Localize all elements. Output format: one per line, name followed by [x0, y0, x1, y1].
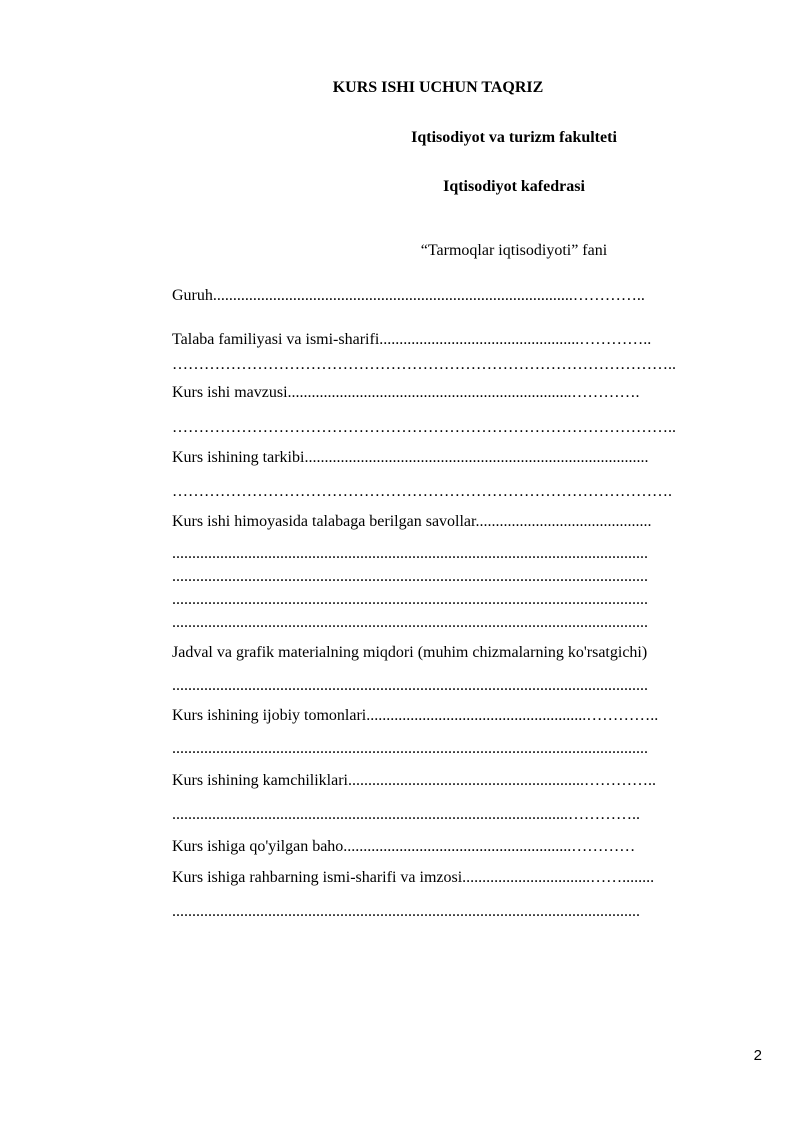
form-line-blank: .....................................................................................................................	[172, 903, 640, 920]
form-line-grade: Kurs ishiga qo'yilgan baho.........................................................…………	[172, 838, 636, 855]
subject-name: “Tarmoqlar iqtisodiyoti” fani	[420, 242, 608, 259]
form-line-blank: .......................................................................................................................	[172, 740, 648, 757]
form-line-blank: .......................................................................................................................	[172, 568, 648, 585]
form-line-topic: Kurs ishi mavzusi.......................................................................………….	[172, 384, 640, 401]
page-number: 2	[753, 1047, 762, 1064]
form-line-questions: Kurs ishi himoyasida talabaga berilgan savollar............................................	[172, 513, 652, 530]
form-line-strengths: Kurs ishining ijobiy tomonlari.......................................................…………..	[172, 707, 659, 724]
document-title: KURS ISHI UCHUN TAQRIZ	[332, 79, 544, 96]
form-line-group: Guruh..........................................................................................…………..	[172, 287, 645, 304]
faculty-name: Iqtisodiyot va turizm fakulteti	[411, 129, 617, 146]
form-line-blank: .......................................................................................................................	[172, 591, 648, 608]
form-line-blank: …………………………………………………………………………………..	[172, 356, 676, 373]
form-line-blank: …………………………………………………………………………………..	[172, 419, 676, 436]
form-line-blank: ………………………………………………………………………………….	[172, 483, 672, 500]
form-line-blank: .......................................................................................................................	[172, 545, 648, 562]
form-line-structure: Kurs ishining tarkibi......................................................................................	[172, 449, 649, 466]
form-line-weaknesses: Kurs ishining kamchiliklari...........................................................…………..	[172, 772, 656, 789]
form-line-blank: ...................................................................................................…………..	[172, 806, 640, 823]
form-line-materials: Jadval va grafik materialning miqdori (muhim chizmalarning ko'rsatgichi)	[172, 644, 648, 661]
department-name: Iqtisodiyot kafedrasi	[443, 178, 585, 195]
form-line-supervisor: Kurs ishiga rahbarning ismi-sharifi va imzosi................................……........	[172, 869, 655, 886]
form-line-blank: .......................................................................................................................	[172, 614, 648, 631]
form-line-student-name: Talaba familiyasi va ismi-sharifi..................................................…………..	[172, 331, 652, 348]
form-line-blank: .......................................................................................................................	[172, 677, 648, 694]
